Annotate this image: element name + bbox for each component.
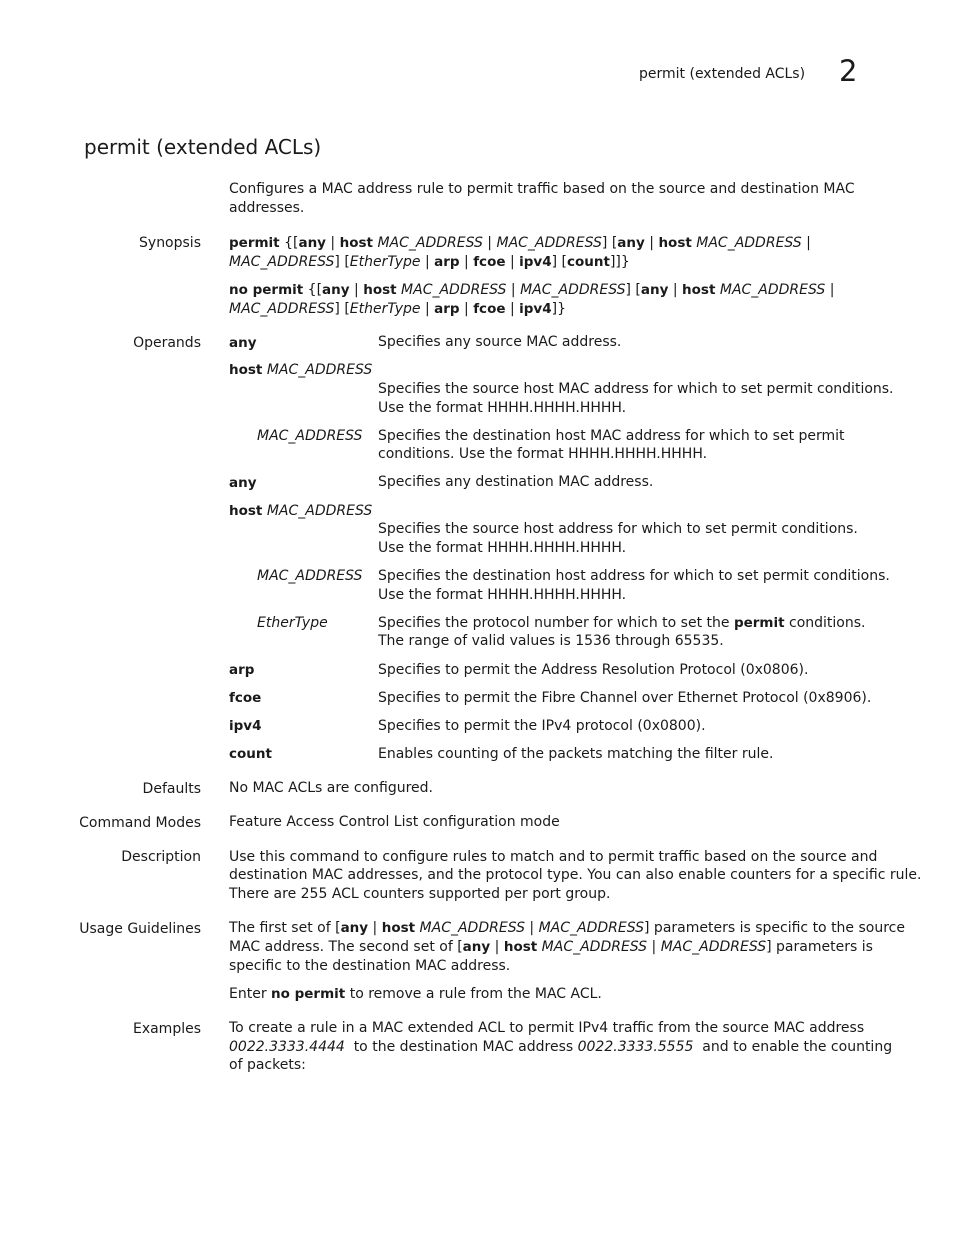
description-line: There are 255 ACL counters supported per port group. <box>229 886 611 902</box>
command-modes-text: Feature Access Control List configuration mode <box>229 814 560 830</box>
kw-host: host <box>658 235 692 251</box>
kw-fcoe: fcoe <box>473 301 506 317</box>
operand-desc: Use the format HHHH.HHHH.HHHH. <box>378 540 627 556</box>
description-line: destination MAC addresses, and the protocol type. You can also enable counters for a specific rule. <box>229 867 922 883</box>
symbol: | <box>459 301 474 317</box>
symbol: | <box>524 920 539 936</box>
symbol: {[ <box>279 235 299 251</box>
symbol: | <box>325 235 340 251</box>
operand-kw: ipv4 <box>229 718 262 734</box>
kw-no-permit: no permit <box>271 986 346 1002</box>
kw-host: host <box>339 235 373 251</box>
kw-no-permit: no permit <box>229 282 304 298</box>
text: ] parameters is specific to the source <box>644 920 905 936</box>
kw-count: count <box>566 254 610 270</box>
text: to remove a rule from the MAC ACL. <box>345 986 602 1002</box>
operand-desc: Specifies any source MAC address. <box>378 334 622 350</box>
symbol: | <box>482 235 497 251</box>
description-line: Use this command to configure rules to match and to permit traffic based on the source and <box>229 849 878 865</box>
arg-ethertype: EtherType <box>349 254 421 270</box>
symbol: | <box>490 939 504 955</box>
label-operands: Operands <box>133 335 201 351</box>
operand-term-host-src <box>229 361 372 380</box>
running-title: permit (extended ACLs) <box>639 66 806 82</box>
symbol: | <box>349 282 364 298</box>
examples-line-1: To create a rule in a MAC extended ACL to permit IPv4 traffic from the source MAC address <box>229 1020 865 1036</box>
symbol: ] [ <box>601 235 618 251</box>
symbol: | <box>647 939 661 955</box>
kw-ipv4: ipv4 <box>519 301 552 317</box>
usage-line-4 <box>229 985 602 1004</box>
intro-line-1: Configures a MAC address rule to permit traffic based on the source and destination MAC <box>229 181 855 197</box>
text: The first set of [ <box>229 920 341 936</box>
kw-host: host <box>363 282 397 298</box>
arg-mac: MAC_ADDRESS <box>401 282 507 298</box>
example-mac: 0022.3333.4444 <box>229 1039 345 1055</box>
symbol: | <box>505 301 520 317</box>
operand-desc: Specifies any destination MAC address. <box>378 474 654 490</box>
operand-desc: Specifies to permit the Address Resolution Protocol (0x0806). <box>378 662 809 678</box>
usage-line-3: specific to the destination MAC address. <box>229 958 511 974</box>
arg-mac: MAC_ADDRESS <box>660 939 767 955</box>
operand-kw: host <box>229 503 263 519</box>
operand-desc: Use the format HHHH.HHHH.HHHH. <box>378 400 627 416</box>
operand-kw: host <box>229 362 263 378</box>
operand-desc: Enables counting of the packets matching the filter rule. <box>378 746 774 762</box>
kw-any: any <box>640 282 669 298</box>
arg-ethertype: EtherType <box>349 301 421 317</box>
operand-desc: Specifies the source host MAC address for which to set permit conditions. <box>378 381 894 397</box>
synopsis-no-permit-line-1 <box>229 281 834 300</box>
arg-mac: MAC_ADDRESS <box>541 939 648 955</box>
operand-desc: The range of valid values is 1536 through 65535. <box>378 633 724 649</box>
operand-desc: Use the format HHHH.HHHH.HHHH. <box>378 587 627 603</box>
operand-term-host-dst <box>229 502 372 521</box>
symbol: | <box>506 282 521 298</box>
synopsis-no-permit-line-2 <box>229 300 566 319</box>
text: conditions. <box>784 615 866 631</box>
symbol: | <box>505 254 520 270</box>
symbol: | <box>459 254 474 270</box>
symbol: | <box>368 920 382 936</box>
label-synopsis: Synopsis <box>139 235 201 251</box>
operand-kw: any <box>229 475 257 491</box>
operand-term-ipv4 <box>229 717 261 736</box>
chapter-number: 2 <box>839 54 858 88</box>
usage-line-1 <box>229 919 905 938</box>
symbol: ]]} <box>609 254 630 270</box>
kw-any: any <box>298 235 326 251</box>
operand-term-mac-dst-2 <box>257 567 362 586</box>
operand-desc: Specifies the destination host address for which to set permit conditions. <box>378 568 890 584</box>
arg-mac: MAC_ADDRESS <box>719 282 826 298</box>
arg-mac: MAC_ADDRESS <box>520 282 626 298</box>
text: to the destination MAC address <box>344 1039 578 1055</box>
operand-term-mac-dst <box>257 427 362 446</box>
operand-kw: count <box>229 746 272 762</box>
symbol: ]} <box>551 301 566 317</box>
arg-mac: MAC_ADDRESS <box>538 920 645 936</box>
operand-desc: conditions. Use the format HHHH.HHHH.HHHH. <box>378 446 708 462</box>
operand-kw: any <box>229 335 257 351</box>
operand-term-fcoe <box>229 689 261 708</box>
page-title: permit (extended ACLs) <box>84 135 322 159</box>
text: Specifies the protocol number for which to set the <box>378 615 734 631</box>
label-defaults: Defaults <box>142 781 201 797</box>
kw-host: host <box>381 920 416 936</box>
text: ] parameters is <box>766 939 873 955</box>
symbol: | <box>825 282 835 298</box>
usage-line-2 <box>229 938 873 957</box>
arg-mac: MAC_ADDRESS <box>377 235 483 251</box>
operand-term-arp <box>229 661 254 680</box>
arg-mac: MAC_ADDRESS <box>419 920 525 936</box>
defaults-text: No MAC ACLs are configured. <box>229 780 433 796</box>
examples-line-3: of packets: <box>229 1057 306 1073</box>
operand-desc: Specifies the source host address for which to set permit conditions. <box>378 521 858 537</box>
synopsis-permit-line-2 <box>229 253 630 272</box>
symbol: | <box>420 254 435 270</box>
kw-any: any <box>617 235 645 251</box>
synopsis-permit-line-1 <box>229 234 811 253</box>
kw-ipv4: ipv4 <box>519 254 552 270</box>
examples-line-2 <box>229 1038 892 1057</box>
operand-arg: MAC_ADDRESS <box>257 568 363 584</box>
intro-line-2: addresses. <box>229 200 305 216</box>
operand-desc: Specifies the destination host MAC address for which to set permit <box>378 428 845 444</box>
symbol: {[ <box>303 282 323 298</box>
kw-arp: arp <box>434 254 460 270</box>
operand-arg: MAC_ADDRESS <box>266 362 373 378</box>
kw-any: any <box>322 282 350 298</box>
symbol: | <box>668 282 683 298</box>
operand-desc: Specifies to permit the Fibre Channel over Ethernet Protocol (0x8906). <box>378 690 872 706</box>
text: and to enable the counting <box>693 1039 893 1055</box>
symbol: ] [ <box>334 301 350 317</box>
operand-desc: Specifies to permit the IPv4 protocol (0x0800). <box>378 718 706 734</box>
kw-permit: permit <box>733 615 785 631</box>
kw-permit: permit <box>229 235 280 251</box>
symbol: ] [ <box>334 254 350 270</box>
symbol: | <box>644 235 659 251</box>
arg-mac: MAC_ADDRESS <box>229 301 335 317</box>
kw-any: any <box>462 939 491 955</box>
operand-arg: EtherType <box>257 615 328 631</box>
symbol: | <box>420 301 435 317</box>
label-usage-guidelines: Usage Guidelines <box>79 921 201 937</box>
symbol: | <box>801 235 811 251</box>
operand-arg: MAC_ADDRESS <box>257 428 363 444</box>
kw-arp: arp <box>434 301 460 317</box>
arg-mac: MAC_ADDRESS <box>229 254 335 270</box>
operand-arg: MAC_ADDRESS <box>266 503 373 519</box>
operand-desc <box>378 614 866 633</box>
kw-host: host <box>682 282 716 298</box>
kw-any: any <box>340 920 369 936</box>
symbol: ] [ <box>625 282 641 298</box>
operand-kw: arp <box>229 662 255 678</box>
operand-term-count <box>229 745 272 764</box>
label-examples: Examples <box>132 1021 201 1037</box>
example-mac: 0022.3333.5555 <box>577 1039 694 1055</box>
label-command-modes: Command Modes <box>79 815 201 831</box>
text: MAC address. The second set of [ <box>229 939 463 955</box>
operand-kw: fcoe <box>229 690 262 706</box>
operand-term-any-src <box>229 334 257 353</box>
arg-mac: MAC_ADDRESS <box>496 235 602 251</box>
text: Enter <box>229 986 272 1002</box>
operand-term-any-dst <box>229 474 257 493</box>
kw-fcoe: fcoe <box>473 254 506 270</box>
arg-mac: MAC_ADDRESS <box>696 235 802 251</box>
operand-term-ethertype <box>257 614 328 633</box>
kw-host: host <box>503 939 538 955</box>
symbol: ] [ <box>551 254 567 270</box>
label-description: Description <box>121 849 201 865</box>
